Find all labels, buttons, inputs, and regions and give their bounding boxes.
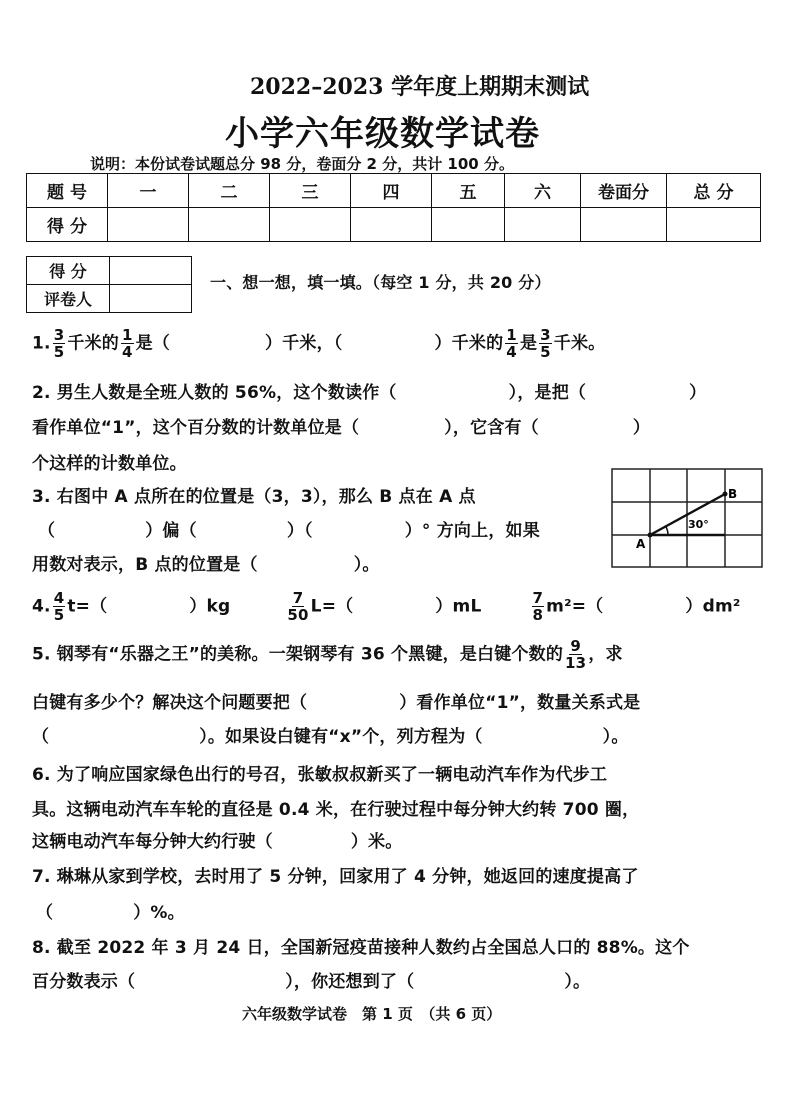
score-cell[interactable] — [270, 208, 351, 242]
question-8-line1: 8. 截至 2022 年 3 月 24 日，全国新冠疫苗接种人数约占全国总人口的 88%。这个 — [32, 938, 690, 958]
q1-text: 千米。 — [553, 333, 606, 354]
question-2-line3: 个这样的计数单位。 — [32, 454, 187, 474]
question-6-line2: 具。这辆电动汽车车轮的直径是 0.4 米，在行驶过程中每分钟大约转 700 圈， — [32, 800, 640, 820]
question-1 — [32, 327, 605, 360]
fraction: $\frac{1}{4}$ — [506, 326, 517, 361]
section-score-label: 得 分 — [27, 257, 110, 285]
score-header: 三 — [270, 174, 351, 208]
section-grade-box — [26, 256, 192, 313]
score-cell[interactable] — [432, 208, 505, 242]
q1-text: ）千米，（ — [264, 333, 343, 354]
question-4: 4. $\frac{4}{5}$ t=（ ）kg $\frac{7}{50}$ L=（ ）mL $\frac{7}{8}$ m²=（ ）dm² — [32, 589, 741, 624]
fraction: $\frac{3}{5}$ — [540, 326, 551, 361]
q1-text: 千米的 — [67, 333, 119, 354]
question-3-line2: （ ）偏（ ）（ ）° 方向上，如果 — [38, 521, 540, 541]
question-7-line2: （ ）%。 — [36, 903, 185, 923]
question-3-line3: 用数对表示，B 点的位置是（ ）。 — [32, 555, 380, 575]
score-table — [26, 173, 761, 242]
section-score-cell[interactable] — [110, 257, 192, 285]
fraction: $\frac{3}{5}$ — [53, 326, 65, 361]
label-b: B — [728, 487, 738, 501]
angle-arc — [666, 526, 668, 535]
exam-note: 说明：本份试卷试题总分 98 分，卷面分 2 分，共计 100 分。 — [90, 155, 514, 173]
score-header: 总 分 — [667, 174, 761, 208]
section1-title: 一、想一想，填一填。（每空 1 分，共 20 分） — [210, 273, 551, 292]
question-6-line3: 这辆电动汽车每分钟大约行驶（ ）米。 — [32, 832, 403, 852]
point-a — [648, 533, 653, 538]
question-5-line2: 白键有多少个？解决这个问题要把（ ）看作单位“1”，数量关系式是 — [32, 693, 641, 713]
coordinate-grid-figure — [608, 466, 766, 570]
section-grader-cell[interactable] — [110, 285, 192, 313]
score-cell[interactable] — [189, 208, 270, 242]
question-6-line1: 6. 为了响应国家绿色出行的号召，张敏叔叔新买了一辆电动汽车作为代步工 — [32, 765, 608, 785]
score-header: 四 — [351, 174, 432, 208]
section-grader-label: 评卷人 — [27, 285, 110, 313]
q1-text: 是 — [519, 333, 538, 354]
score-header: 六 — [505, 174, 581, 208]
question-5-line1: 5. 钢琴有“乐器之王”的美称。一架钢琴有 36 个黑键，是白键个数的 $\frac{9}{13}$ ，求 — [32, 637, 623, 672]
fraction: $\frac{7}{50}$ — [287, 589, 309, 624]
label-a: A — [636, 537, 646, 551]
fraction: $\frac{7}{8}$ — [532, 589, 544, 624]
score-header: 二 — [189, 174, 270, 208]
q1-text: 是（ — [135, 333, 170, 354]
question-7-line1: 7. 琳琳从家到学校，去时用了 5 分钟，回家用了 4 分钟，她返回的速度提高了 — [32, 867, 639, 887]
score-cell[interactable] — [667, 208, 761, 242]
question-3-line1: 3. 右图中 A 点所在的位置是（3，3），那么 B 点在 A 点 — [32, 487, 476, 507]
question-5-line3: （ ）。如果设白键有“x”个，列方程为（ ）。 — [32, 727, 629, 747]
exam-term-title: 2022–2023 学年度上期期末测试 — [250, 74, 590, 100]
fraction: $\frac{1}{4}$ — [121, 326, 133, 361]
page-footer: 六年级数学试卷 第 1 页 （共 6 页） — [242, 1005, 502, 1023]
score-header: 卷面分 — [581, 174, 667, 208]
q1-number: 1. — [32, 333, 51, 354]
score-row-label: 得 分 — [27, 208, 108, 242]
point-b — [723, 492, 728, 497]
question-8-line2: 百分数表示（ ），你还想到了（ ）。 — [32, 972, 591, 992]
score-header: 五 — [432, 174, 505, 208]
exam-title: 小学六年级数学试卷 — [225, 114, 540, 154]
score-cell[interactable] — [108, 208, 189, 242]
q1-text: ）千米的 — [434, 333, 504, 354]
score-header: 题 号 — [27, 174, 108, 208]
score-cell[interactable] — [351, 208, 432, 242]
angle-label: 30° — [688, 518, 709, 531]
score-header: 一 — [108, 174, 189, 208]
question-2-line2: 看作单位“1”，这个百分数的计数单位是（ ），它含有（ ） — [32, 418, 651, 438]
score-cell[interactable] — [505, 208, 581, 242]
question-2-line1: 2. 男生人数是全班人数的 56%，这个数读作（ ），是把（ ） — [32, 383, 707, 403]
fraction: $\frac{4}{5}$ — [53, 589, 65, 624]
fraction: $\frac{9}{13}$ — [565, 637, 587, 672]
score-cell[interactable] — [581, 208, 667, 242]
